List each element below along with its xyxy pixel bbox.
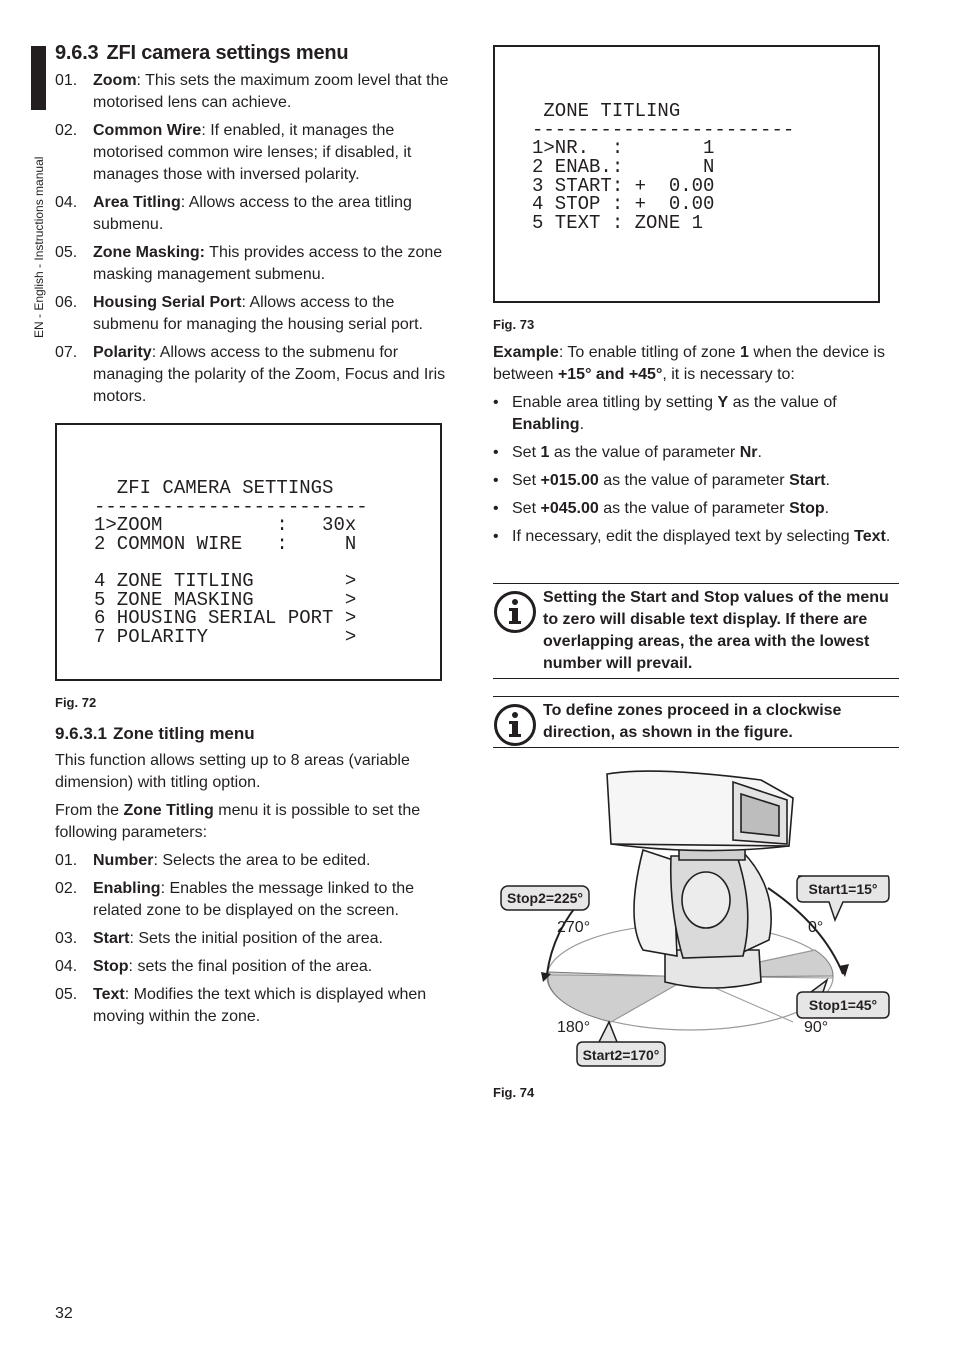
item-desc: : sets the final position of the area. <box>128 958 373 975</box>
bullet-post: . <box>579 416 585 433</box>
bullet-bold2: Stop <box>789 500 825 517</box>
fig73-caption: Fig. 73 <box>493 317 535 332</box>
list-item <box>55 984 460 1028</box>
osd-line: ----------------------- <box>532 118 795 141</box>
subsection-heading: 9.6.3.1 Zone titling menu <box>55 724 255 743</box>
bullet-bold: 1 <box>540 444 550 461</box>
page-number: 32 <box>55 1305 73 1322</box>
list-item <box>55 878 460 922</box>
angle-270: 270° <box>557 919 591 936</box>
info-icon <box>493 697 543 747</box>
item-term: Area Titling <box>93 194 181 211</box>
callout-stop2 <box>501 886 589 910</box>
subsection-para1: This function allows setting up to 8 areas (variable dimension) with titling option. <box>55 752 410 791</box>
angle-180: 180° <box>557 1019 591 1036</box>
bullet-item <box>493 470 899 492</box>
item-text <box>93 120 460 186</box>
bullet-dot: • <box>493 500 499 517</box>
list-item <box>55 292 460 336</box>
bullet-text <box>512 526 899 548</box>
bullet-pre: If necessary, edit the displayed text by selecting <box>512 528 855 545</box>
item-desc: : Sets the initial position of the area. <box>129 930 383 947</box>
bullet-mid: as the value of <box>728 394 837 411</box>
list-item <box>55 928 460 950</box>
item-term: Start <box>93 930 130 947</box>
list-item <box>55 956 460 978</box>
item-number: 05. <box>55 986 78 1003</box>
item-term: Common Wire <box>93 122 202 139</box>
svg-text:Stop2=225°: Stop2=225° <box>506 890 584 906</box>
bullet-dot: • <box>493 472 499 489</box>
bullet-pre: Set <box>512 500 541 517</box>
svg-text:Stop1=45°: Stop1=45° <box>808 997 878 1013</box>
osd-line: 1>NR. : 1 <box>532 137 715 160</box>
item-number: 06. <box>55 294 78 311</box>
item-text <box>93 878 460 922</box>
bullet-post: . <box>824 500 830 517</box>
list-item <box>55 192 460 236</box>
bullet-mid: as the value of parameter <box>598 472 790 489</box>
osd-line: 4 STOP : + 0.00 <box>532 193 715 216</box>
item-text <box>93 956 460 978</box>
bullet-bold: +015.00 <box>540 472 599 489</box>
list-item <box>55 850 460 872</box>
item-number: 01. <box>55 852 78 869</box>
bullet-pre: Set <box>512 444 541 461</box>
bullet-text <box>512 392 899 436</box>
side-tab-bar <box>31 46 46 110</box>
bullet-text <box>512 498 899 520</box>
section-heading: 9.6.3 ZFI camera settings menu <box>55 42 349 64</box>
item-desc: This provides access to the zone masking management submenu. <box>93 244 443 283</box>
bullet-item <box>493 498 899 520</box>
osd-line: 2 ENAB.: N <box>532 155 715 178</box>
bullet-post: . <box>825 472 830 489</box>
example-bullets <box>493 392 899 548</box>
item-number: 04. <box>55 194 78 211</box>
section-item-list <box>55 70 460 408</box>
subsection <box>55 724 460 1034</box>
list-item <box>55 242 460 286</box>
item-text <box>93 292 460 336</box>
osd-line: ZONE TITLING <box>532 100 681 123</box>
bullet-dot: • <box>493 394 499 411</box>
item-number: 02. <box>55 880 78 897</box>
angle-0: 0° <box>808 919 824 936</box>
osd-line: 5 TEXT : ZONE 1 <box>532 211 704 234</box>
item-desc: : This sets the maximum zoom level that the motorised lens can achieve. <box>93 72 449 111</box>
item-text <box>93 70 460 114</box>
item-desc: : Allows access to the submenu for managing the polarity of the Zoom, Focus and Iris motors. <box>93 344 446 405</box>
osd-zone-titling <box>493 45 880 303</box>
item-term: Zoom <box>93 72 137 89</box>
item-term: Enabling <box>93 880 161 897</box>
fig72-caption: Fig. 72 <box>55 695 97 710</box>
osd-line: 4 ZONE TITLING > <box>94 570 357 593</box>
camera-illustration <box>607 771 793 988</box>
info-note-2-text: To define zones proceed in a clockwise direction, as shown in the figure. <box>543 702 842 741</box>
info-note-1-text: Setting the Start and Stop values of the menu to zero will disable text display. If there are overlapping areas, the area with the lowest number will prevail. <box>543 589 889 672</box>
item-term: Stop <box>93 958 129 975</box>
item-term: Zone Masking: <box>93 244 206 261</box>
bullet-text <box>512 470 899 492</box>
bullet-bold2: Nr <box>739 444 758 461</box>
callout-start1 <box>797 876 889 920</box>
example-intro: Example: To enable titling of zone 1 when the device is between +15° and +45°, it is necessary to: <box>493 344 885 383</box>
item-desc: : Enables the message linked to the related zone to be displayed on the screen. <box>93 880 415 919</box>
item-term: Housing Serial Port <box>93 294 242 311</box>
item-desc: : Modifies the text which is displayed when moving within the zone. <box>93 986 427 1025</box>
item-term: Polarity <box>93 344 152 361</box>
item-number: 04. <box>55 958 78 975</box>
bullet-post: . <box>757 444 762 461</box>
item-text <box>93 850 460 872</box>
fig74-caption: Fig. 74 <box>493 1085 535 1100</box>
side-running-header: EN - English - Instructions manual <box>32 156 46 338</box>
bullet-mid: as the value of parameter <box>598 500 790 517</box>
bullet-post: . <box>885 528 891 545</box>
item-text <box>93 342 460 408</box>
bullet-item <box>493 392 899 436</box>
angle-90: 90° <box>804 1019 829 1036</box>
bullet-mid: as the value of parameter <box>549 444 740 461</box>
item-number: 05. <box>55 244 78 261</box>
item-term: Number <box>93 852 154 869</box>
item-text <box>93 192 460 236</box>
item-desc: : Selects the area to be edited. <box>153 852 371 869</box>
item-text <box>93 242 460 286</box>
osd-line: 5 ZONE MASKING > <box>94 588 357 611</box>
bullet-bold2: Enabling <box>512 416 580 433</box>
info-note-2 <box>493 696 899 748</box>
bullet-bold: Text <box>854 528 886 545</box>
item-text <box>93 928 460 950</box>
svg-text:Start2=170°: Start2=170° <box>582 1047 660 1063</box>
item-desc: : If enabled, it manages the motorised common wire lenses; if disabled, it manages those with inversed polarity. <box>93 122 412 183</box>
list-item <box>55 342 460 408</box>
osd-line: 1>ZOOM : 30x <box>94 514 357 537</box>
bullet-dot: • <box>493 444 499 461</box>
bullet-pre: Enable area titling by setting <box>512 394 718 411</box>
osd-zfi-camera-settings <box>55 423 442 681</box>
osd-line: 7 POLARITY > <box>94 625 357 648</box>
bullet-bold: +045.00 <box>540 500 599 517</box>
bullet-bold2: Start <box>789 472 826 489</box>
info-icon <box>493 584 543 678</box>
osd-line: 6 HOUSING SERIAL PORT > <box>94 607 357 630</box>
example-block <box>493 342 899 554</box>
bullet-item <box>493 442 899 464</box>
callout-stop1 <box>797 980 889 1018</box>
info-note-1 <box>493 583 899 679</box>
list-item <box>55 120 460 186</box>
item-desc: : Allows access to the submenu for managing the housing serial port. <box>93 294 423 333</box>
subsection-para2: From the Zone Titling menu it is possible to set the following parameters: <box>55 802 421 841</box>
zone-diagram <box>493 760 899 1076</box>
list-item <box>55 70 460 114</box>
bullet-text <box>512 442 899 464</box>
left-column <box>55 42 460 414</box>
bullet-item <box>493 526 899 548</box>
item-number: 01. <box>55 72 78 89</box>
item-number: 07. <box>55 344 78 361</box>
subsection-item-list <box>55 850 460 1028</box>
svg-text:Start1=15°: Start1=15° <box>808 881 878 897</box>
osd-line: 3 START: + 0.00 <box>532 174 715 197</box>
bullet-pre: Set <box>512 472 541 489</box>
item-text <box>93 984 460 1028</box>
bullet-bold: Y <box>717 394 729 411</box>
osd-line: 2 COMMON WIRE : N <box>94 532 357 555</box>
item-number: 03. <box>55 930 78 947</box>
item-number: 02. <box>55 122 78 139</box>
osd-line: ZFI CAMERA SETTINGS <box>94 477 334 500</box>
item-desc: : Allows access to the area titling submenu. <box>93 194 412 233</box>
osd-line: ------------------------ <box>94 495 368 518</box>
item-term: Text <box>93 986 125 1003</box>
bullet-dot: • <box>493 528 499 545</box>
